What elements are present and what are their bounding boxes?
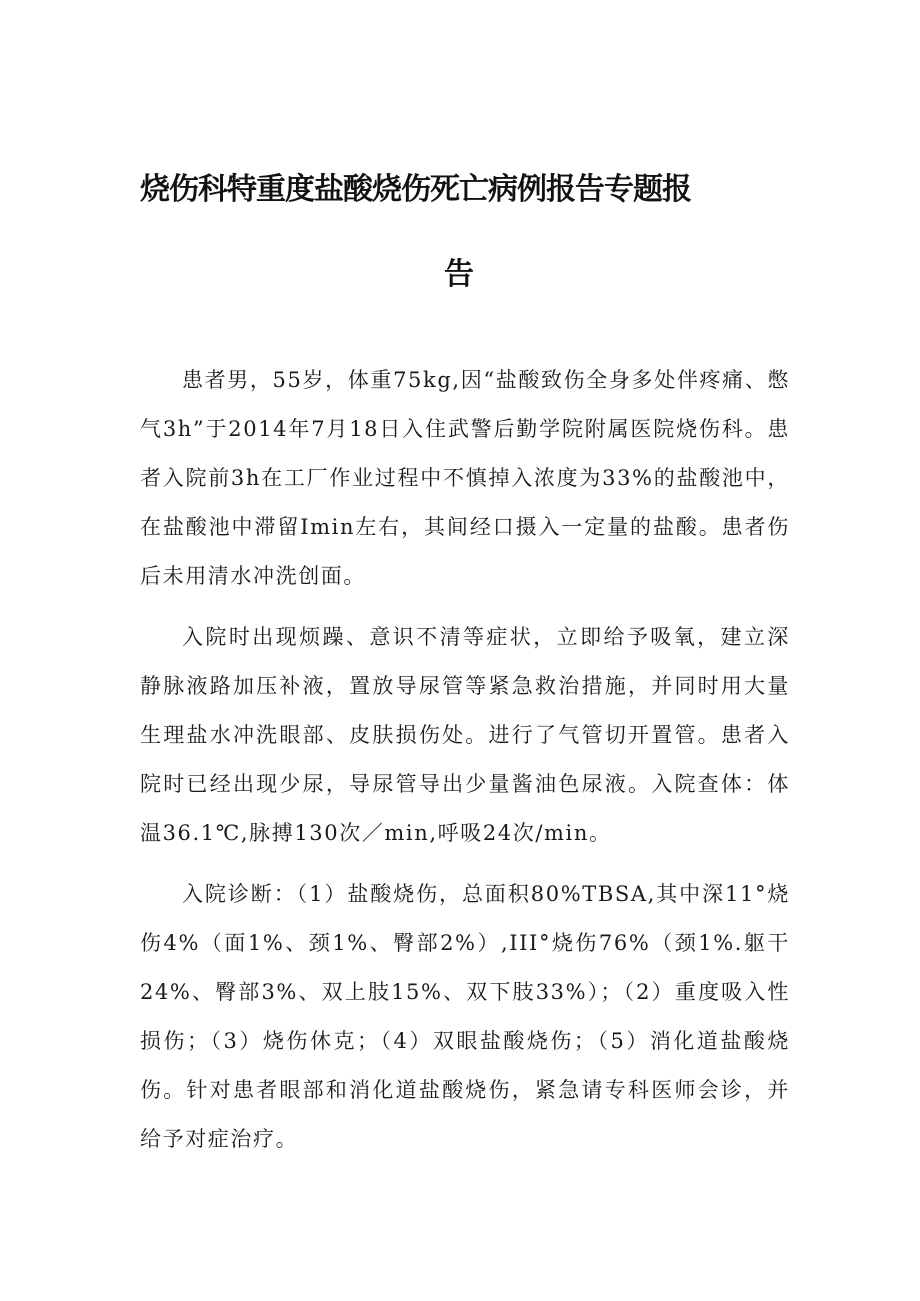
paragraph-admission-diagnosis: 入院诊断：（1）盐酸烧伤，总面积80%TBSA,其中深11°烧伤4%（面1%、颈1%、臀部2%）,III°烧伤76%（颈1%.躯干24%、臀部3%、双上肢15%、双下肢33%）；（2）重度吸入性损伤；（3）烧伤休克；（4）双眼盐酸烧伤；（5）消化道盐酸烧伤。针对患者眼部和消化道盐酸烧伤，紧急请专科医师会诊，并给予对症治疗。 bbox=[140, 882, 790, 1151]
paragraph-case-history: 患者男，55岁，体重75kg,因“盐酸致伤全身多处伴疼痛、憋气3h”于2014年7月18日入住武警后勤学院附属医院烧伤科。患者入院前3h在工厂作业过程中不慎掉入浓度为33%的盐酸池中，在盐酸池中滞留Imin左右，其间经口摄入一定量的盐酸。患者伤后未用清水冲洗创面。 bbox=[140, 368, 790, 588]
document-title-line-1: 烧伤科特重度盐酸烧伤死亡病例报告专题报 bbox=[140, 172, 691, 207]
document-body bbox=[140, 356, 790, 1176]
paragraph-admission-treatment: 入院时出现烦躁、意识不清等症状，立即给予吸氧，建立深静脉液路加压补液，置放导尿管等紧急救治措施，并同时用大量生理盐水冲洗眼部、皮肤损伤处。进行了气管切开置管。患者入院时已经出现少尿，导尿管导出少量酱油色尿液。入院查体：体温36.1℃,脉搏130次／min,呼吸24次/min。 bbox=[140, 625, 790, 845]
document-title-line-2: 告 bbox=[444, 257, 473, 292]
